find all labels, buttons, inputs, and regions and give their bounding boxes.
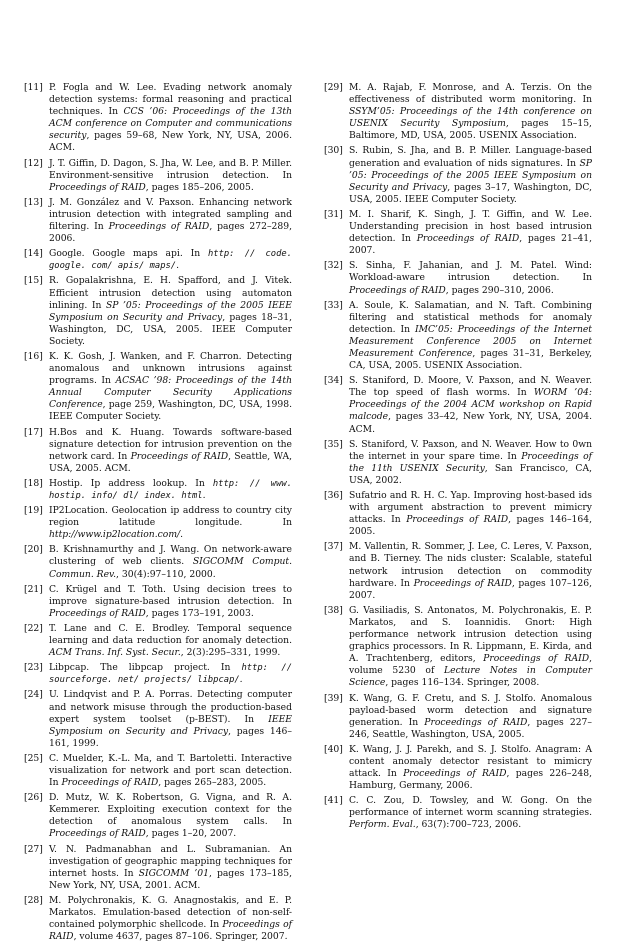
reference-segment: M. Vallentin, R. Sommer, J. Lee, C. Leres, V. Paxson, and B. Tierney. The nids cluster: Scalable, stateful network intrusion detection on commodity hardware. In [349, 541, 592, 589]
reference-segment: , Seattle, WA, USA, 2005. ACM. [49, 450, 292, 474]
reference-number: [12] [24, 157, 43, 169]
reference-venue: Proceedings of RAID [49, 181, 146, 193]
reference-segment: T. Lane and C. E. Brodley. Temporal sequence learning and data reduction for anomaly detection. [49, 622, 292, 647]
reference-text [49, 248, 292, 272]
reference-entry [324, 209, 592, 257]
reference-entry [324, 439, 592, 487]
reference-segment: S. Staniford, D. Moore, V. Paxson, and N. Weaver. The top speed of flash worms. In [349, 375, 592, 399]
reference-text [49, 689, 292, 749]
reference-number: [33] [324, 299, 343, 311]
reference-entry [24, 689, 292, 749]
reference-number: [13] [24, 196, 43, 208]
reference-number: [32] [324, 260, 343, 272]
reference-segment: A. Soule, K. Salamatian, and N. Taft. Combining filtering and statistical methods for anomaly detection. In [349, 299, 592, 335]
reference-number: [28] [24, 894, 43, 906]
reference-number: [19] [24, 505, 43, 517]
reference-number: [24] [24, 689, 43, 701]
reference-segment: . [176, 260, 180, 272]
reference-text [349, 145, 592, 205]
reference-text [49, 275, 292, 348]
reference-entry [24, 248, 292, 272]
reference-number: [21] [24, 583, 43, 595]
reference-text [49, 427, 292, 475]
reference-venue: ACM Trans. Inf. Syst. Secur. [49, 647, 181, 659]
reference-entry [24, 753, 292, 789]
reference-url: http: // code. google. com/ apis/ maps/ [49, 249, 292, 272]
reference-text [349, 300, 592, 373]
reference-entry [324, 490, 592, 538]
reference-entry [24, 895, 292, 943]
reference-entry [24, 478, 292, 502]
reference-venue: Proceedings of RAID [49, 828, 146, 840]
reference-venue: SIGCOMM ’01 [138, 867, 209, 879]
reference-number: [22] [24, 622, 43, 634]
reference-segment: Libpcap. The libpcap project. In [49, 662, 242, 674]
reference-entry [324, 541, 592, 601]
reference-entry [324, 744, 592, 792]
reference-segment: K. Wang, J. J. Parekh, and S. J. Stolfo. Anagram: A content anomaly detector resistant to mimicry attack. In [349, 743, 592, 780]
reference-venue: Proceedings of RAID [403, 768, 507, 780]
reference-text [349, 260, 592, 296]
reference-text [49, 753, 292, 789]
reference-segment: Sufatrio and R. H. C. Yap. Improving host-based ids with argument abstraction to prevent mimicry attacks. In [349, 490, 592, 526]
reference-segment: , pages 272–289, 2006. [49, 221, 292, 245]
reference-segment: Google. Google maps api. In [49, 248, 208, 260]
reference-entry [24, 158, 292, 194]
reference-segment: J. M. González and V. Paxson. Enhancing network intrusion detection with integrated sampling and filtering. In [49, 196, 292, 233]
reference-entry [324, 375, 592, 435]
reference-entry [24, 544, 292, 580]
reference-segment: , 63(7):700–723, 2006. [415, 819, 522, 831]
reference-entry [24, 844, 292, 892]
reference-segment: , pages 1–20, 2007. [145, 828, 237, 840]
reference-segment: B. Krishnamurthy and J. Wang. On network-aware clustering of web clients. [49, 544, 292, 568]
reference-entry [24, 275, 292, 348]
reference-text [349, 375, 592, 435]
reference-segment: . [180, 529, 184, 541]
reference-segment: , pages 185–206, 2005. [145, 181, 254, 193]
reference-number: [11] [24, 82, 43, 93]
reference-entry [24, 351, 292, 424]
reference-number: [26] [24, 792, 43, 804]
reference-text [49, 505, 292, 541]
reference-number: [23] [24, 662, 43, 674]
reference-segment: , pages 226–248, Hamburg, Germany, 2006. [349, 768, 592, 792]
reference-number: [35] [324, 438, 343, 450]
reference-segment: G. Vasiliadis, S. Antonatos, M. Polychronakis, E. P. Markatos, and S. Ioannidis. Gnort: High performance network intrusion detection using graphics processors. In R. Lippmann, E. Kirda, and A. Trachtenberg, editors, [349, 604, 592, 665]
references-left-column [24, 82, 292, 946]
reference-segment: , pages 173–185, New York, NY, USA, 2001. ACM. [49, 867, 292, 891]
reference-segment: , pages 33–42, New York, NY, USA, 2004. ACM. [349, 411, 592, 435]
reference-number: [38] [324, 604, 343, 616]
reference-venue: Proceedings of RAID [49, 919, 293, 943]
reference-number: [18] [24, 477, 43, 489]
reference-venue: Proceedings of the 11th USENIX Security [349, 450, 592, 474]
reference-segment: M. I. Sharif, K. Singh, J. T. Giffin, and W. Lee. Understanding precision in host based intrusion detection. In [349, 208, 592, 245]
reference-segment: M. A. Rajab, F. Monrose, and A. Terzis. On the effectiveness of distributed worm monitoring. In [349, 82, 592, 106]
reference-text [349, 744, 592, 792]
reference-text [49, 478, 292, 502]
reference-number: [20] [24, 544, 43, 556]
reference-venue: SSYM’05: Proceedings of the 14th conference on USENIX Security Symposium [349, 106, 592, 130]
reference-venue: Proceedings of RAID [61, 777, 159, 789]
reference-segment: K. Wang, G. F. Cretu, and S. J. Stolfo. Anomalous payload-based worm detection and signature generation. In [349, 692, 592, 728]
reference-segment: IP2Location. Geolocation ip address to country city region latitude longitude. In [49, 505, 292, 529]
reference-segment: , pages 15–15, Baltimore, MD, USA, 2005. USENIX Association. [349, 118, 592, 142]
reference-entry [24, 82, 292, 155]
reference-venue: CCS ’06: Proceedings of the 13th ACM conference on Computer and communications security [49, 106, 292, 142]
reference-entry [24, 584, 292, 620]
reference-segment: , page 259, Washington, DC, USA, 1998. IEEE Computer Society. [49, 399, 292, 423]
reference-text [49, 895, 292, 943]
reference-venue: Proceedings of RAID [424, 716, 528, 728]
reference-segment: M. Polychronakis, K. G. Anagnostakis, and E. P. Markatos. Emulation-based detection of non-self-contained polymorphic shellcode. In [49, 894, 292, 931]
reference-url: http: // sourceforge. net/ projects/ libpcap/ [49, 663, 292, 686]
reference-entry [24, 427, 292, 475]
reference-text [49, 158, 292, 194]
reference-text [49, 544, 292, 580]
reference-segment: H.Bos and K. Huang. Towards software-based signature detection for intrusion prevention on the network card. In [49, 426, 292, 462]
reference-text [349, 439, 592, 487]
reference-segment: J. T. Giffin, D. Dagon, S. Jha, W. Lee, and B. P. Miller. Environment-sensitive intrusion detection. In [49, 157, 292, 181]
reference-number: [29] [324, 82, 343, 93]
reference-number: [36] [324, 490, 343, 501]
reference-entry [324, 693, 592, 741]
reference-venue: ACSAC ’98: Proceedings of the 14th Annual Computer Security Applications Conference [49, 375, 293, 411]
reference-venue: WORM ’04: Proceedings of the 2004 ACM workshop on Rapid malcode [349, 387, 592, 423]
reference-segment: , pages 290–310, 2006. [445, 284, 554, 296]
reference-number: [40] [324, 743, 343, 755]
reference-segment: , pages 31–31, Berkeley, CA, USA, 2005. USENIX Association. [349, 347, 592, 372]
reference-entry [324, 300, 592, 373]
reference-venue: Perform. Eval. [349, 819, 416, 831]
reference-number: [30] [324, 145, 343, 157]
reference-venue: IMC’05: Proceedings of the Internet Measurement Conference 2005 on Internet Measurement Conference [349, 323, 592, 359]
reference-number: [34] [324, 375, 343, 387]
reference-number: [17] [24, 426, 43, 438]
reference-segment: , pages 21–41, 2007. [349, 233, 593, 257]
reference-venue: Proceedings of RAID [349, 284, 446, 296]
reference-text [349, 490, 592, 538]
reference-text [349, 795, 592, 831]
reference-entry [324, 795, 592, 831]
reference-entry [324, 605, 592, 690]
reference-number: [15] [24, 275, 43, 287]
reference-number: [41] [324, 795, 343, 807]
reference-entry [24, 792, 292, 840]
reference-segment: , 30(4):97–110, 2000. [116, 568, 216, 580]
reference-venue: SP ’05: Proceedings of the 2005 IEEE Symposium on Security and Privacy [49, 299, 292, 323]
reference-venue: SIGCOMM Comput. Commun. Rev. [49, 556, 292, 580]
reference-number: [31] [324, 208, 343, 220]
reference-text [49, 662, 292, 686]
reference-venue: Lecture Notes in Computer Science [349, 665, 592, 689]
reference-text [349, 693, 592, 741]
reference-segment: , pages 227–246, Seattle, Washington, USA, 2005. [349, 716, 592, 740]
reference-segment: , pages 3–17, Washington, DC, USA, 2005. IEEE Computer Society. [349, 181, 592, 205]
reference-segment: K. K. Gosh, J. Wanken, and F. Charron. Detecting anomalous and unknown intrusions against programs. In [49, 350, 292, 387]
reference-entry [24, 623, 292, 659]
reference-entry [24, 505, 292, 541]
reference-text [349, 82, 592, 142]
reference-segment: P. Fogla and W. Lee. Evading network anomaly detection systems: formal reasoning and practical techniques. In [49, 82, 292, 118]
reference-segment: S. Sinha, F. Jahanian, and J. M. Patel. Wind: Workload-aware intrusion detection. In [349, 260, 592, 284]
reference-segment: , 2(3):295–331, 1999. [180, 647, 281, 659]
reference-segment: , San Francisco, CA, USA, 2002. [349, 462, 592, 486]
reference-number: [27] [24, 843, 43, 855]
reference-venue: Proceedings of RAID [49, 607, 146, 619]
reference-text [49, 792, 292, 840]
reference-segment: D. Mutz, W. K. Robertson, G. Vigna, and R. A. Kemmerer. Exploiting execution context for the detection of anomalous system calls. In [49, 792, 292, 828]
reference-venue: Proceedings of RAID [108, 221, 210, 233]
reference-entry [24, 662, 292, 686]
reference-number: [37] [324, 541, 343, 553]
reference-segment: C. C. Zou, D. Towsley, and W. Gong. On the performance of internet worm scanning strategies. [349, 795, 592, 819]
reference-text [49, 584, 292, 620]
reference-text [49, 623, 292, 659]
reference-venue: Proceedings of RAID [130, 450, 229, 462]
reference-number: [39] [324, 692, 343, 704]
reference-venue: Proceedings of RAID [413, 577, 512, 589]
reference-text [49, 844, 292, 892]
reference-text [49, 351, 292, 424]
reference-segment: R. Gopalakrishna, E. H. Spafford, and J. Vitek. Efficient intrusion detection using automaton inlining. In [49, 275, 292, 311]
reference-segment: , pages 18–31, Washington, DC, USA, 2005. IEEE Computer Society. [49, 311, 292, 347]
reference-segment: , pages 107–126, 2007. [349, 577, 592, 601]
reference-number: [25] [24, 752, 43, 764]
reference-text [349, 209, 592, 257]
references-right-column [324, 82, 592, 835]
reference-url: http: // www. hostip. info/ dl/ index. html [49, 478, 292, 501]
reference-segment: V. N. Padmanabhan and L. Subramanian. An investigation of geographic mapping techniques for internet hosts. In [49, 843, 292, 879]
reference-venue: http://www.ip2location.com/ [49, 529, 181, 541]
reference-segment: Hostip. Ip address lookup. In [49, 477, 213, 489]
reference-venue: Proceedings of RAID [406, 514, 509, 526]
reference-venue: Proceedings of RAID [416, 233, 520, 245]
reference-venue: SP ’05: Proceedings of the 2005 IEEE Symposium on Security and Privacy [349, 157, 592, 193]
reference-venue: Proceedings of RAID [483, 653, 590, 665]
reference-segment: S. Rubin, S. Jha, and B. P. Miller. Language-based generation and evaluation of nids signatures. In [349, 145, 592, 169]
reference-entry [324, 82, 592, 142]
reference-segment: , pages 146–161, 1999. [49, 725, 292, 749]
reference-segment: . [202, 490, 206, 501]
reference-segment: C. Krügel and T. Toth. Using decision trees to improve signature-based intrusion detection. In [49, 583, 292, 607]
reference-segment: , pages 265–283, 2005. [158, 777, 267, 789]
reference-entry [324, 145, 592, 205]
reference-segment: , pages 116–134. Springer, 2008. [385, 677, 540, 689]
reference-segment: . [239, 674, 243, 686]
reference-venue: IEEE Symposium on Security and Privacy [49, 713, 292, 737]
reference-text [349, 605, 592, 690]
reference-text [49, 197, 292, 245]
reference-text [49, 82, 292, 155]
reference-segment: S. Staniford, V. Paxson, and N. Weaver. How to 0wn the internet in your spare time. In [349, 438, 592, 462]
reference-text [349, 541, 592, 601]
reference-number: [16] [24, 350, 43, 362]
reference-entry [324, 260, 592, 296]
reference-segment: , volume 4637, pages 87–106. Springer, 2007. [73, 931, 288, 943]
reference-number: [14] [24, 248, 43, 260]
reference-segment: , pages 59–68, New York, NY, USA, 2006. ACM. [49, 130, 292, 154]
reference-segment: , pages 146–164, 2005. [349, 514, 593, 538]
reference-segment: C. Muelder, K.-L. Ma, and T. Bartoletti. Interactive visualization for network and port scan detection. In [49, 752, 292, 789]
reference-segment: , pages 173–191, 2003. [145, 607, 254, 619]
reference-entry [24, 197, 292, 245]
reference-segment: U. Lindqvist and P. A. Porras. Detecting computer and network misuse through the production-based expert system toolset (p-BEST). In [49, 689, 292, 725]
reference-segment: , volume 5230 of [349, 653, 592, 677]
